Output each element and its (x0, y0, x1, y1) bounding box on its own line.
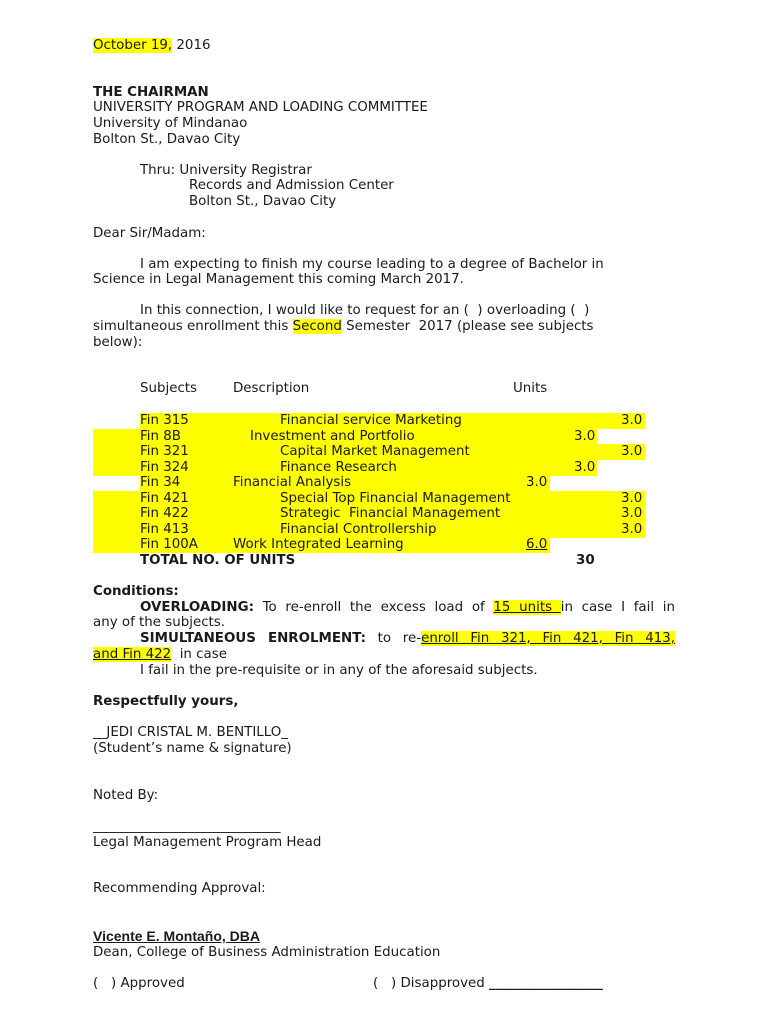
table-row (140, 537, 645, 553)
closing: Respectfully yours, (93, 694, 239, 709)
overloading-line1 (140, 600, 675, 616)
table-row (140, 413, 645, 429)
table-header-subjects: Subjects (140, 381, 198, 396)
thru-line-1: Thru: University Registrar (140, 163, 312, 178)
thru-line-3: Bolton St., Davao City (189, 194, 337, 209)
noted-label: Noted By: (93, 788, 159, 803)
subject-units: 3.0 (621, 444, 643, 459)
simultaneous-text: to re- (365, 631, 422, 646)
table-row (140, 460, 645, 476)
subject-code: Fin 422 (140, 506, 189, 521)
para1-line2: Science in Legal Management this coming March 2017. (93, 272, 464, 287)
subject-description: Work Integrated Learning (233, 537, 404, 552)
subject-description: Finance Research (280, 460, 397, 475)
subject-description: Financial service Marketing (280, 413, 462, 428)
conditions-heading: Conditions: (93, 584, 179, 599)
recommending-label: Recommending Approval: (93, 881, 266, 896)
subject-code: Fin 34 (140, 475, 181, 490)
addressee-address: Bolton St., Davao City (93, 132, 241, 147)
para2-line2-pre: simultaneous enrollment this (93, 319, 293, 334)
table-row (140, 522, 645, 538)
subject-description: Investment and Portfolio (250, 429, 415, 444)
total-label: TOTAL NO. OF UNITS (140, 553, 296, 568)
subject-description: Capital Market Management (280, 444, 470, 459)
subjects-highlight-1: enroll Fin 321, Fin 421, Fin 413, (421, 631, 676, 646)
student-caption: (Student’s name & signature) (93, 741, 292, 756)
subject-units: 3.0 (621, 522, 643, 537)
disapproved-option (373, 976, 603, 992)
subject-code: Fin 324 (140, 460, 189, 475)
subject-units: 3.0 (574, 429, 596, 444)
table-header-description: Description (233, 381, 310, 396)
subject-code: Fin 413 (140, 522, 189, 537)
subject-description: Financial Analysis (233, 475, 352, 490)
addressee-title: THE CHAIRMAN (93, 85, 209, 100)
addressee-committee: UNIVERSITY PROGRAM AND LOADING COMMITTEE (93, 100, 428, 115)
date-year: 2016 (172, 38, 211, 53)
addressee-university: University of Mindanao (93, 116, 248, 131)
subject-description: Special Top Financial Management (280, 491, 511, 506)
overloading-text: To re-enroll the excess load of (253, 600, 494, 615)
simultaneous-line1 (140, 631, 675, 647)
noted-signature-line: ____________________________ (93, 819, 281, 834)
simultaneous-post: in case (171, 647, 227, 662)
subject-code: Fin 421 (140, 491, 189, 506)
semester-highlight: Second (292, 319, 342, 334)
simultaneous-label: SIMULTANEOUS ENROLMENT: (140, 631, 366, 646)
para2-line1: In this connection, I would like to request for an ( ) overloading ( ) (140, 303, 590, 318)
table-header-units: Units (513, 381, 548, 396)
subject-units: 3.0 (574, 460, 596, 475)
table-row (140, 475, 645, 491)
table-row (140, 444, 645, 460)
overloading-line2: any of the subjects. (93, 615, 226, 630)
units-highlight: 15 units (493, 600, 561, 615)
subject-units: 3.0 (621, 506, 643, 521)
disapproved-line: _________________ (489, 976, 603, 991)
subject-description: Financial Controllership (280, 522, 437, 537)
disapproved-label: ( ) Disapproved (373, 976, 490, 991)
subject-units: 3.0 (526, 475, 548, 490)
table-row (140, 491, 645, 507)
noted-title: Legal Management Program Head (93, 835, 322, 850)
para2-line2 (93, 319, 594, 335)
subject-units: 6.0 (526, 537, 548, 552)
subject-code: Fin 321 (140, 444, 189, 459)
subject-code: Fin 8B (140, 429, 181, 444)
approved-option: ( ) Approved (93, 976, 185, 991)
table-row (140, 429, 645, 445)
subjects-highlight-2: and Fin 422 (93, 647, 172, 662)
simultaneous-line2 (93, 647, 227, 663)
thru-line-2: Records and Admission Center (189, 178, 394, 193)
subject-code: Fin 100A (140, 537, 198, 552)
dean-name: Vicente E. Montaño, DBA (93, 928, 260, 944)
subject-description: Strategic Financial Management (280, 506, 501, 521)
para2-line2-post: Semester 2017 (please see subjects (341, 319, 594, 334)
salutation: Dear Sir/Madam: (93, 226, 206, 241)
letter-date (93, 38, 211, 54)
subject-code: Fin 315 (140, 413, 189, 428)
date-highlight: October 19, (93, 38, 173, 53)
overloading-label: OVERLOADING: (140, 600, 254, 615)
subject-units: 3.0 (621, 413, 643, 428)
table-row (140, 506, 645, 522)
student-name: __JEDI CRISTAL M. BENTILLO_ (93, 725, 288, 740)
simultaneous-line3: I fail in the pre-requisite or in any of the aforesaid subjects. (140, 663, 538, 678)
overloading-post: in case I fail in (560, 600, 675, 615)
dean-title: Dean, College of Business Administration Education (93, 945, 441, 960)
total-value: 30 (576, 553, 595, 568)
subject-units: 3.0 (621, 491, 643, 506)
para2-line3: below): (93, 335, 143, 350)
para1-line1: I am expecting to finish my course leading to a degree of Bachelor in (140, 257, 604, 272)
